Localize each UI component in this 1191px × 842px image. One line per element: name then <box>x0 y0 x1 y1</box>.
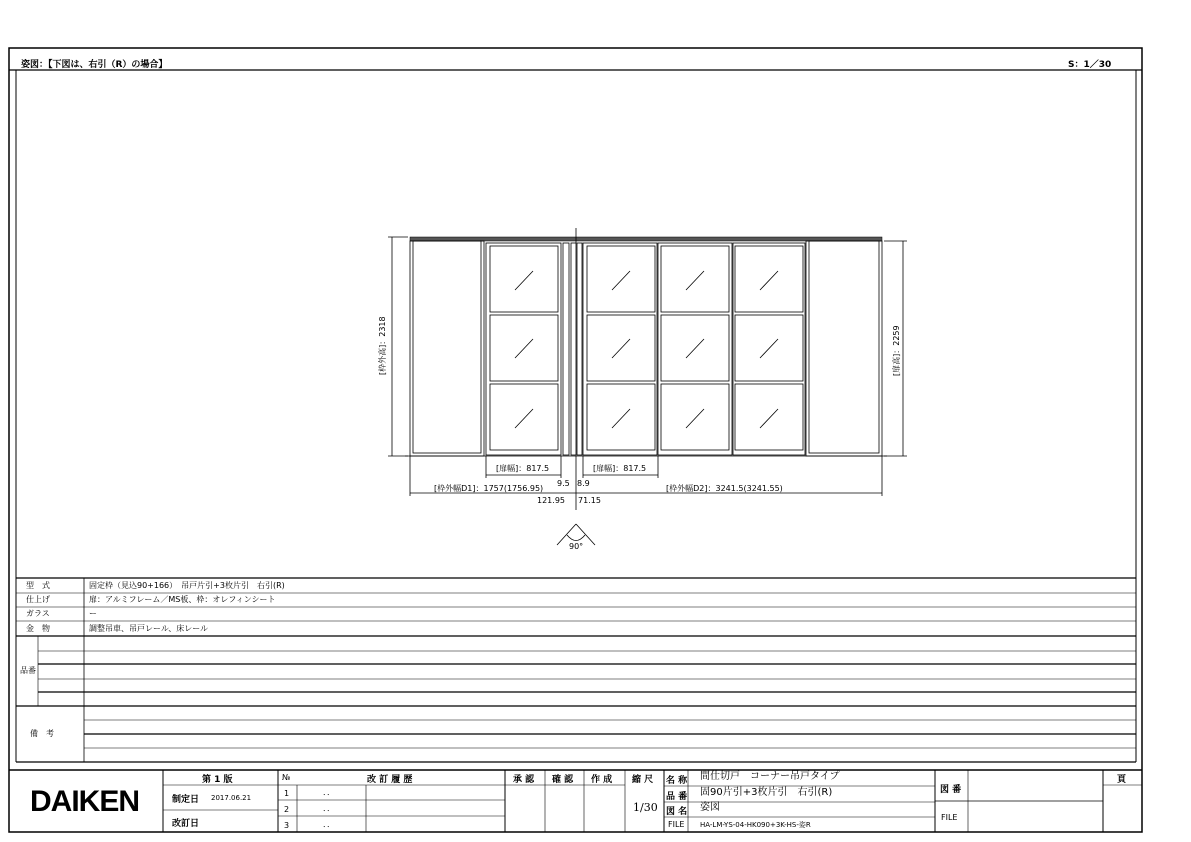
created-date: 2017.06.21 <box>211 794 252 802</box>
name-value: 間仕切戸 コーナー吊戸タイプ <box>700 771 840 782</box>
history-label: 改 訂 履 歴 <box>367 775 413 785</box>
rev-date-1: ．． <box>323 788 335 797</box>
no-label: № <box>282 773 291 782</box>
drawing-no-label: 図 番 <box>940 785 962 795</box>
name-label: 名 称 <box>666 776 688 786</box>
edition-label: 第 1 版 <box>202 775 233 785</box>
spec-label-finish: 仕上げ <box>26 595 50 604</box>
rev-row-2: 2 <box>284 805 290 814</box>
spec-label-glass: ガラス <box>26 609 50 618</box>
section-label-notes: 備 考 <box>30 729 54 738</box>
spec-value-type: 固定枠（見込90+166） 吊戸片引+3枚片引 右引(R) <box>89 581 285 590</box>
dim-overall-right: [枠外幅D2]：3241.5(3241.55) <box>666 484 783 493</box>
rev-date-3: ．． <box>323 820 335 829</box>
drawn-label: 作 成 <box>591 775 613 785</box>
model-value: 固90片引+3枚片引 右引(R) <box>700 787 833 798</box>
dim-door-width-left: [扉幅]：817.5 <box>496 464 550 473</box>
file-value: HA-LM-YS-04-HK090+3K-HS-姿R <box>700 821 811 829</box>
rev-row-1: 1 <box>284 789 290 798</box>
dim-overall-left: [枠外幅D1]：1757(1756.95) <box>434 484 544 493</box>
checked-label: 確 認 <box>552 775 574 785</box>
spec-value-glass: ー <box>89 609 97 618</box>
dim-gap-left: 9.5 <box>557 479 570 488</box>
page-label: 頁 <box>1117 775 1127 785</box>
spec-value-finish: 扉：アルミフレーム／MS板、枠：オレフィンシート <box>89 595 276 604</box>
drawing-title: 姿図：【下図は、右引（R）の場合】 <box>21 60 168 70</box>
rev-date-2: ．． <box>323 804 335 813</box>
dim-door-width-right: [扉幅]：817.5 <box>593 464 647 473</box>
scale-label: S：1／30 <box>1068 60 1112 70</box>
dim-offset-right: 71.15 <box>578 496 601 505</box>
dim-door-height: [扉高]：2259 <box>892 325 901 376</box>
section-label-product: 品番 <box>20 666 36 675</box>
dim-angle: 90° <box>569 542 584 551</box>
revised-label: 改訂日 <box>172 819 200 829</box>
file-label: FILE <box>668 820 685 829</box>
drawing-name-label: 図 名 <box>666 807 688 817</box>
model-label: 品 番 <box>666 792 688 802</box>
scale-title-label: 縮 尺 <box>632 775 654 785</box>
dim-frame-height: [枠外高]：2318 <box>378 316 387 375</box>
spec-label-type: 型 式 <box>26 581 50 590</box>
rev-row-3: 3 <box>284 821 290 830</box>
created-label: 制定日 <box>172 795 200 805</box>
daiken-logo: DAIKEN <box>30 785 140 818</box>
approved-label: 承 認 <box>513 775 535 785</box>
dim-gap-right: 8.9 <box>577 479 590 488</box>
spec-value-hardware: 調整吊車、吊戸レール、床レール <box>89 624 209 633</box>
drawing-name-value: 姿図 <box>700 802 720 813</box>
scale-value: 1/30 <box>633 801 658 814</box>
spec-label-hardware: 金 物 <box>26 624 50 633</box>
file-label-2: FILE <box>941 813 958 822</box>
dim-offset-left: 121.95 <box>537 496 565 505</box>
